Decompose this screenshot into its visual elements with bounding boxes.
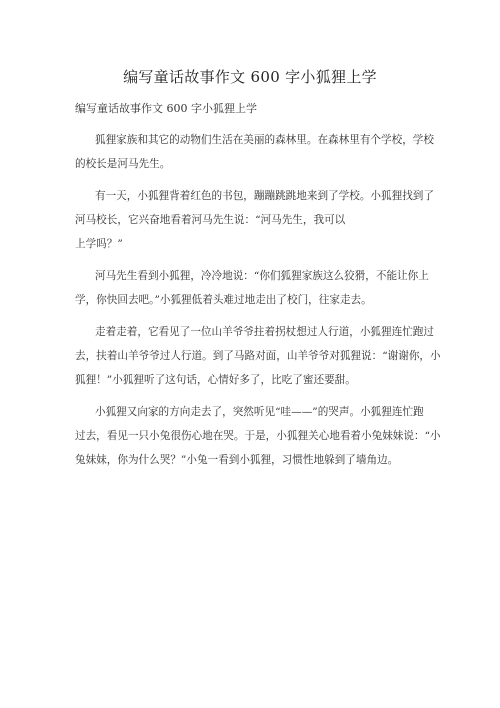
paragraph-line: 狐狸！”小狐狸听了这句话，心情好多了，比吃了蜜还要甜。 <box>75 374 356 386</box>
paragraph-3 <box>75 264 435 312</box>
paragraph-line: 河马先生看到小狐狸，冷冷地说：“你们狐狸家族这么狡猾，不能让你上 <box>95 270 429 282</box>
document-subtitle: 编写童话故事作文 600 字小狐狸上学 <box>75 102 257 115</box>
paragraph-line: 的校长是河马先生。 <box>75 158 171 170</box>
paragraph-line: 过去，看见一只小兔很伤心地在哭。于是，小狐狸关心地看着小兔妹妹说：“小 <box>75 430 441 442</box>
paragraph-2 <box>75 184 435 256</box>
paragraph-line: 狐狸家族和其它的动物们生活在美丽的森林里。在森林里有个学校，学校 <box>95 134 434 146</box>
document-title: 编写童话故事作文 600 字小狐狸上学 <box>123 68 377 86</box>
paragraph-line: 小狐狸又向家的方向走去了，突然听见“哇——”的哭声。小狐狸连忙跑 <box>95 406 424 418</box>
paragraph-line: 学，你快回去吧。”小狐狸低着头难过地走出了校门，往家走去。 <box>75 294 372 306</box>
paragraph-5 <box>75 400 441 472</box>
paragraph-1 <box>75 128 435 176</box>
paragraph-line: 上学吗？” <box>75 238 123 250</box>
document-body <box>75 128 441 480</box>
paragraph-line: 有一天，小狐狸背着红色的书包，蹦蹦跳跳地来到了学校。小狐狸找到了 <box>95 190 434 202</box>
paragraph-line: 河马校长，它兴奋地看着河马先生说：“河马先生，我可以 <box>75 214 346 226</box>
paragraph-line: 走着走着，它看见了一位山羊爷爷拄着拐杖想过人行道，小狐狸连忙跑过 <box>95 326 434 338</box>
paragraph-line: 兔妹妹，你为什么哭？”小兔一看到小狐狸，习惯性地躲到了墙角边。 <box>75 454 399 466</box>
paragraph-4 <box>75 320 441 392</box>
paragraph-line: 去，扶着山羊爷爷过人行道。到了马路对面，山羊爷爷对狐狸说：“谢谢你，小 <box>75 350 441 362</box>
